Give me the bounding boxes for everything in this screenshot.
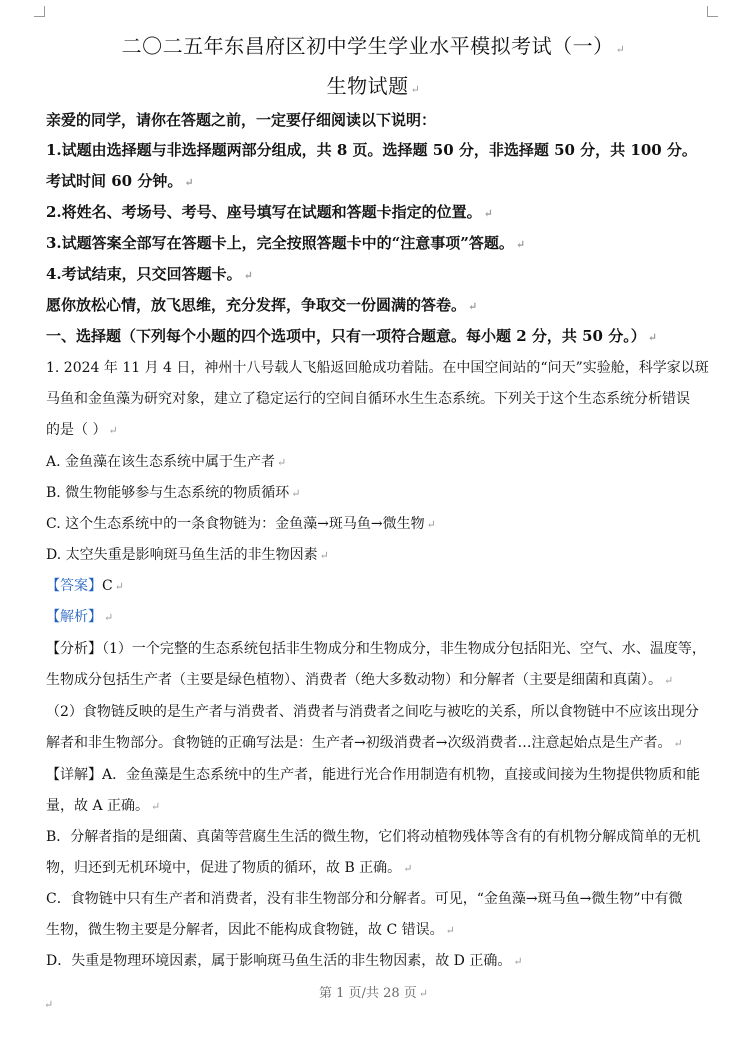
analysis-line: 生物成分包括生产者（主要是绿色植物）、消费者（绝大多数动物）和分解者（主要是细菌和真菌）。 ↵ [46, 672, 674, 688]
detail-line: 生物，微生物主要是分解者，因此不能构成食物链，故 C 错误。 ↵ [46, 922, 455, 938]
notes-item-1: 1.试题由选择题与非选择题两部分组成，共 8 页。选择题 50 分，非选择题 50 分，共 100 分。 [46, 141, 697, 159]
question-stem-line-1: 1. 2024 年 11 月 4 日，神州十八号载人飞船返回舱成功着陆。在中国空间站的“问天”实验舱，科学家以斑 [46, 360, 709, 376]
end-paragraph-mark: ↵ [44, 998, 54, 1011]
notes-intro: 亲爱的同学，请你在答题之前，一定要仔细阅读以下说明： [46, 111, 437, 129]
option-c: C. 这个生态系统中的一条食物链为：金鱼藻→斑马鱼→微生物 ↵ [46, 516, 436, 532]
question-stem-line-2: 马鱼和金鱼藻为研究对象，建立了稳定运行的空间自循环水生生态系统。下列关于这个生态系统分析错误 [46, 391, 690, 407]
option-d: D. 太空失重是影响斑马鱼生活的非生物因素 ↵ [46, 547, 329, 563]
crop-mark-top-left [34, 6, 45, 17]
notes-item-4: 4.考试结束，只交回答题卡。 ↵ [46, 265, 253, 283]
exam-title: 二〇二五年东昌府区初中学生学业水平模拟考试（一） ↵ [121, 34, 626, 58]
detail-line: 物，归还到无机环境中，促进了物质的循环，故 B 正确。 ↵ [46, 860, 413, 876]
notes-item-3: 3.试题答案全部写在答题卡上，完全按照答题卡中的“注意事项”答题。 ↵ [46, 234, 526, 252]
section-heading: 一、选择题（下列每个小题的四个选项中，只有一项符合题意。每小题 2 分，共 50 分。） ↵ [46, 327, 657, 345]
page-footer: 第 1 页/共 28 页 ↵ [319, 986, 428, 1001]
option-a: A. 金鱼藻在该生态系统中属于生产者 ↵ [46, 454, 287, 470]
question-stem-line-3: 的是（ ） ↵ [46, 422, 118, 438]
notes-item-1-cont: 考试时间 60 分钟。 ↵ [46, 172, 194, 190]
option-b: B. 微生物能够参与生态系统的物质循环 ↵ [46, 485, 301, 501]
notes-item-2: 2.将姓名、考场号、考号、座号填写在试题和答题卡指定的位置。 ↵ [46, 203, 493, 221]
detail-line: 【详解】A．金鱼藻是生态系统中的生产者，能进行光合作用制造有机物，直接或间接为生物提供物质和能 [46, 767, 701, 783]
analysis-label: 【解析】 ↵ [46, 609, 114, 625]
analysis-line: 【分析】（1）一个完整的生态系统包括非生物成分和生物成分，非生物成分包括阳光、空气、水、温度等， [46, 641, 706, 657]
analysis-line: （2）食物链反映的是生产者与消费者、消费者与消费者之间吃与被吃的关系，所以食物链中不应该出现分 [46, 704, 699, 720]
detail-line: 量，故 A 正确。 ↵ [46, 798, 161, 814]
notes-closing: 愿你放松心情，放飞思维，充分发挥，争取交一份圆满的答卷。 ↵ [46, 296, 478, 314]
answer-line: 【答案】C ↵ [46, 578, 124, 594]
analysis-line: 解者和非生物部分。食物链的正确写法是：生产者→初级消费者→次级消费者…注意起始点是生产者。 ↵ [46, 735, 683, 751]
crop-mark-top-right [707, 6, 718, 17]
detail-line: B．分解者指的是细菌、真菌等营腐生生活的微生物，它们将动植物残体等含有的有机物分解成简单的无机 [46, 829, 701, 845]
exam-subtitle: 生物试题 ↵ [326, 74, 421, 98]
detail-line: D．失重是物理环境因素，属于影响斑马鱼生活的非生物因素，故 D 正确。 ↵ [46, 953, 523, 969]
detail-line: C．食物链中只有生产者和消费者，没有非生物部分和分解者。可见，“金鱼藻→斑马鱼→微生物”中有微 [46, 891, 683, 907]
